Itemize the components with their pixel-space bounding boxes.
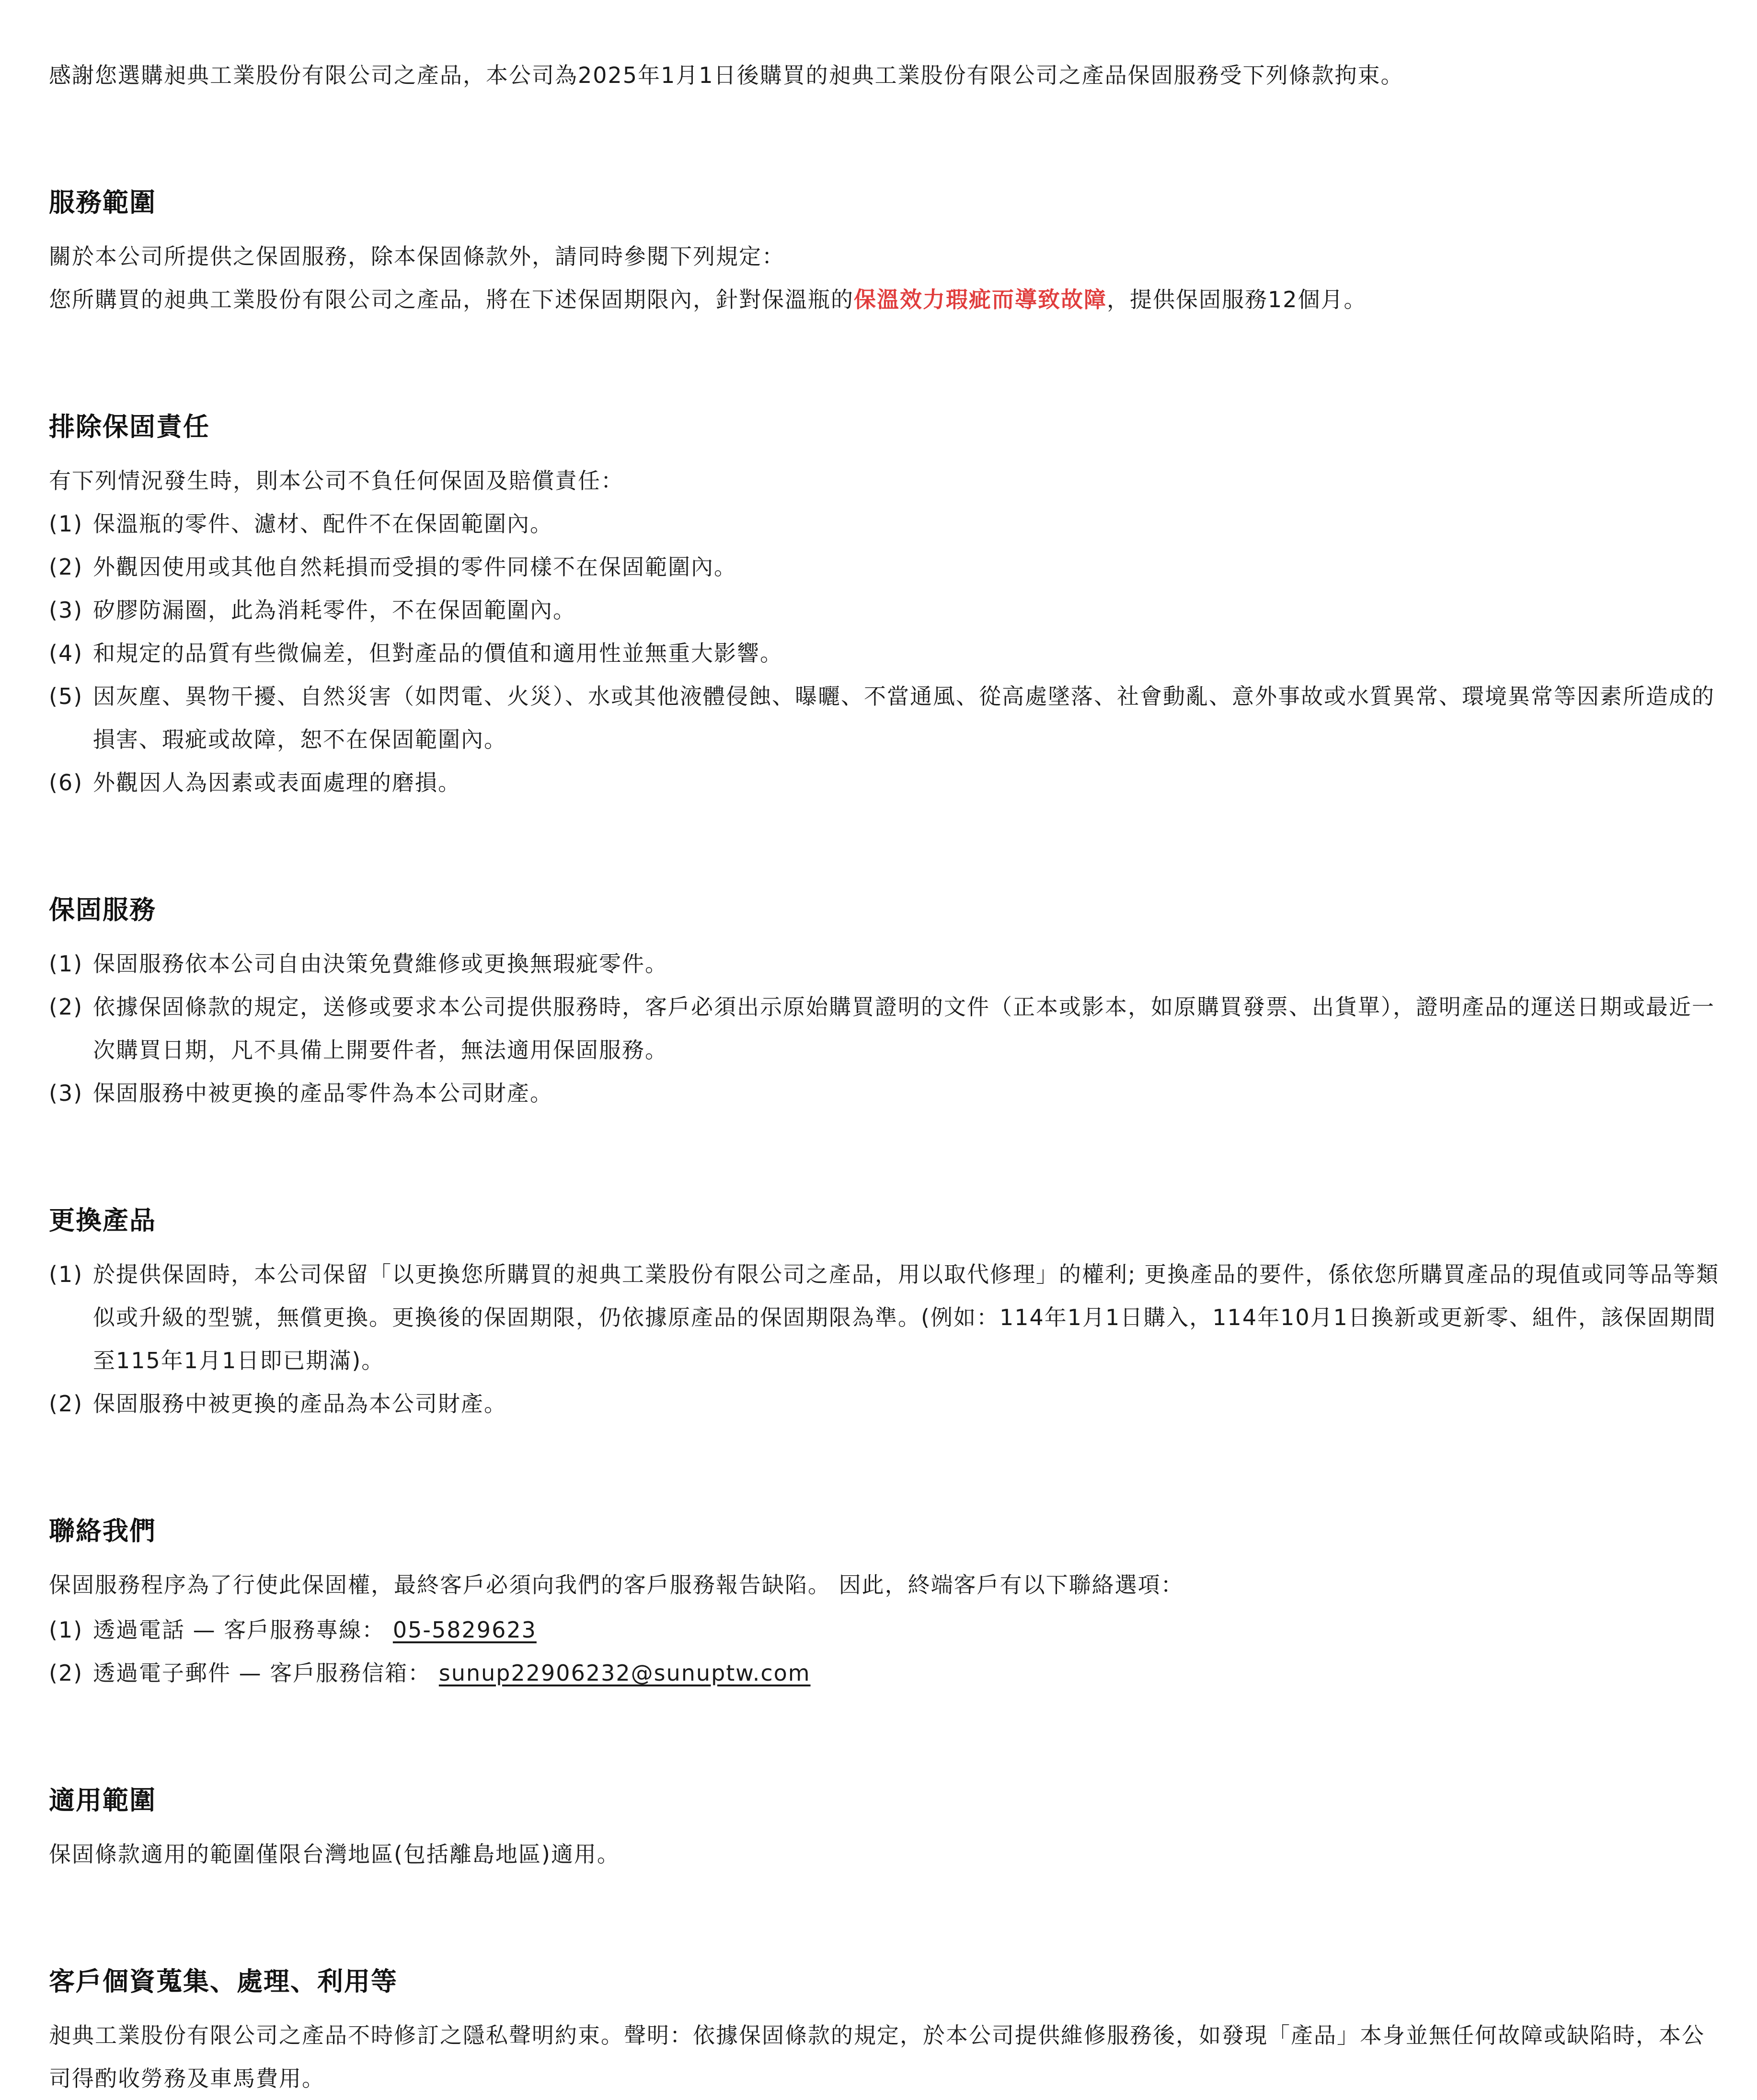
- list-item-number: (4): [49, 640, 83, 666]
- list-item-text: 保固服務中被更換的產品零件為本公司財產。: [93, 1080, 553, 1106]
- list-item-number: (1): [49, 1261, 83, 1287]
- contact-lead: 保固服務程序為了行使此保固權，最終客戶必須向我們的客戶服務報告缺陷。 因此，終端客戶有以下聯絡選項：: [49, 1572, 1184, 1598]
- section-service-scope: [49, 181, 1723, 321]
- list-item-number: (6): [49, 770, 83, 796]
- list-item-text: 外觀因使用或其他自然耗損而受損的零件同樣不在保固範圍內。: [93, 554, 737, 580]
- list-item: [49, 632, 1723, 675]
- list-item: [49, 985, 1723, 1072]
- replacement-list: [49, 1253, 1723, 1425]
- section-contact: [49, 1510, 1723, 1695]
- section-exclusions: [49, 405, 1723, 804]
- phone-link[interactable]: 05-5829623: [392, 1617, 537, 1643]
- list-item-number: (1): [49, 1617, 83, 1643]
- service-scope-p2-after: ，提供保固服務12個月。: [1107, 287, 1367, 312]
- heading-contact: 聯絡我們: [49, 1516, 156, 1546]
- list-item-text: 矽膠防漏圈，此為消耗零件，不在保固範圍內。: [93, 597, 576, 623]
- list-item: [49, 1608, 1723, 1651]
- heading-exclusions: 排除保固責任: [49, 412, 210, 442]
- service-scope-p1: 關於本公司所提供之保固服務，除本保固條款外，請同時參閱下列規定：: [49, 243, 785, 269]
- list-item-text: 保固服務依本公司自由決策免費維修或更換無瑕疵零件。: [93, 951, 668, 977]
- section-scope: [49, 1779, 1723, 1876]
- service-scope-p2-before: 您所購買的昶典工業股份有限公司之產品，將在下述保固期限內，針對保溫瓶的: [49, 287, 854, 312]
- list-item: [49, 1253, 1723, 1382]
- list-item: [49, 761, 1723, 804]
- list-item-text: 於提供保固時，本公司保留「以更換您所購買的昶典工業股份有限公司之產品，用以取代修理」的權利; 更換產品的要件，係依您所購買產品的現值或同等品等類似或升級的型號，無償更換。更換後的保固期限，仍依據原產品的保固期限為準。(例如：114年1月1日購入，114年10月1日換新或更新零、組件，該保固期間至115年1月1日即已期滿)。: [93, 1261, 1720, 1373]
- list-item-number: (2): [49, 994, 83, 1020]
- list-item-number: (2): [49, 554, 83, 580]
- list-item-number: (1): [49, 951, 83, 977]
- list-item: [49, 675, 1723, 761]
- list-item: [49, 588, 1723, 632]
- list-item: [49, 1072, 1723, 1115]
- intro-paragraph: 感謝您選購昶典工業股份有限公司之產品，本公司為2025年1月1日後購買的昶典工業股份有限公司之產品保固服務受下列條款拘束。: [49, 62, 1404, 88]
- privacy-text: 昶典工業股份有限公司之產品不時修訂之隱私聲明約束。聲明：依據保固條款的規定，於本公司提供維修服務後，如發現「產品」本身並無任何故障或缺陷時，本公司得酌收勞務及車馬費用。: [49, 2022, 1705, 2091]
- contact-list: [49, 1608, 1723, 1695]
- scope-text: 保固條款適用的範圍僅限台灣地區(包括離島地區)適用。: [49, 1841, 620, 1867]
- list-item-text: 和規定的品質有些微偏差，但對產品的價值和適用性並無重大影響。: [93, 640, 783, 666]
- contact-email-label: 透過電子郵件 — 客戶服務信箱：: [93, 1660, 431, 1686]
- list-item-text: 保溫瓶的零件、濾材、配件不在保固範圍內。: [93, 511, 553, 537]
- list-item: [49, 545, 1723, 588]
- list-item-number: (3): [49, 597, 83, 623]
- list-item: [49, 502, 1723, 545]
- contact-phone-label: 透過電話 — 客戶服務專線：: [93, 1617, 385, 1643]
- list-item-number: (2): [49, 1660, 83, 1686]
- heading-scope: 適用範圍: [49, 1785, 156, 1815]
- warranty-service-list: [49, 942, 1723, 1115]
- heading-service-scope: 服務範圍: [49, 187, 156, 218]
- list-item: [49, 1651, 1723, 1695]
- service-scope-highlight: 保溫效力瑕疵而導致故障: [854, 287, 1107, 312]
- list-item: [49, 942, 1723, 985]
- list-item-number: (2): [49, 1391, 83, 1417]
- list-item-number: (5): [49, 683, 83, 709]
- section-replacement: [49, 1199, 1723, 1425]
- list-item-text: 依據保固條款的規定，送修或要求本公司提供服務時，客戶必須出示原始購買證明的文件（正本或影本，如原購買發票、出貨單），證明產品的運送日期或最近一次購買日期，凡不具備上開要件者，無法適用保固服務。: [93, 994, 1715, 1063]
- section-privacy: [49, 1960, 1723, 2100]
- section-warranty-service: [49, 888, 1723, 1115]
- service-scope-p2: [49, 278, 1723, 321]
- email-link[interactable]: sunup22906232@sunuptw.com: [438, 1660, 811, 1686]
- list-item-text: 保固服務中被更換的產品為本公司財產。: [93, 1391, 507, 1417]
- list-item-number: (1): [49, 511, 83, 537]
- heading-replacement: 更換產品: [49, 1205, 156, 1235]
- list-item-text: 外觀因人為因素或表面處理的磨損。: [93, 770, 461, 796]
- list-item: [49, 1382, 1723, 1425]
- exclusions-lead: 有下列情況發生時，則本公司不負任何保固及賠償責任：: [49, 468, 624, 494]
- exclusions-list: [49, 502, 1723, 804]
- heading-privacy: 客戶個資蒐集、處理、利用等: [49, 1966, 398, 1996]
- heading-warranty-service: 保固服務: [49, 895, 156, 925]
- list-item-text: 因灰塵、異物干擾、自然災害（如閃電、火災）、水或其他液體侵蝕、曝曬、不當通風、從高處墜落、社會動亂、意外事故或水質異常、環境異常等因素所造成的損害、瑕疵或故障，恕不在保固範圍內。: [93, 683, 1715, 752]
- list-item-number: (3): [49, 1080, 83, 1106]
